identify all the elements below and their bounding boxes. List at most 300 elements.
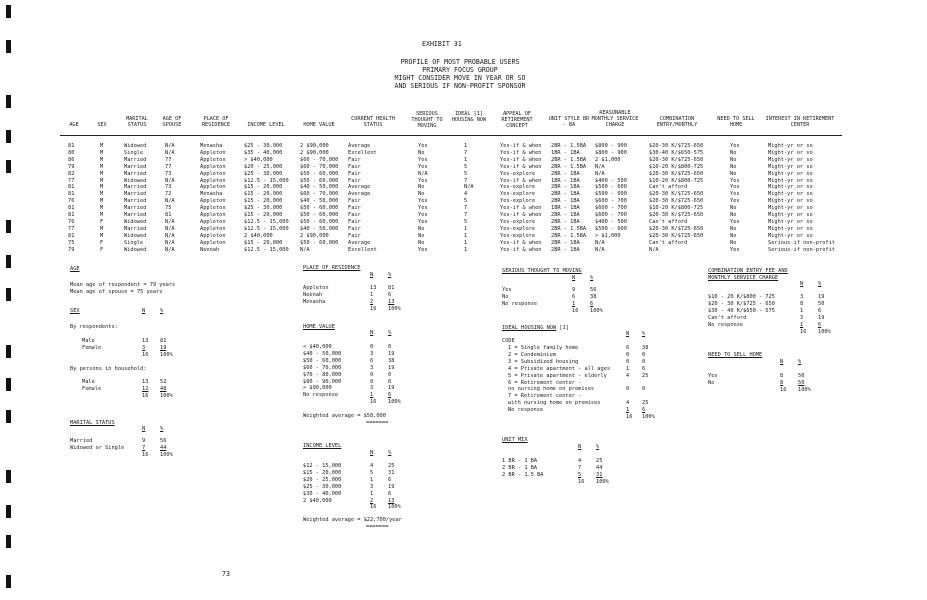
table-cell: Might-yr or so (768, 212, 813, 218)
table-cell: 73 (165, 184, 172, 191)
pct-label: % (596, 444, 600, 450)
n-label: N (578, 444, 582, 450)
table-cell: Widowed (124, 177, 147, 184)
ideal-heading: IDEAL HOUSING NOW (502, 325, 557, 331)
table-cell: 1 (464, 232, 468, 239)
table-cell: $800 - 900 (595, 149, 627, 156)
table-cell: Might-yr or so (768, 218, 813, 225)
table-cell: Yes-explore (500, 191, 536, 198)
table-cell: $15 - 20,000 (244, 212, 283, 218)
table-cell: Yes (730, 246, 740, 253)
table-row (0, 150, 927, 157)
table-cell: Serious-if non-profit (768, 246, 835, 253)
double-rule: ======= (366, 420, 389, 426)
row-percent: 38 (388, 357, 395, 364)
row-count: 3 (370, 483, 374, 490)
row-label: 1 = Single family home (508, 345, 579, 351)
row-percent: 6 (818, 307, 822, 314)
table-cell: Appleton (200, 232, 226, 239)
table-cell: 81 (68, 212, 75, 218)
row-percent: 100% (160, 451, 173, 458)
pct-label: % (818, 281, 822, 287)
table-row (0, 240, 927, 247)
table-cell: No (418, 232, 425, 239)
n-label: N (142, 308, 146, 314)
table-cell: $50 - 60,000 (300, 239, 339, 246)
table-row (0, 178, 927, 185)
combination-heading-2: MONTHLY SERVICE CHARGE (708, 275, 779, 281)
col-header-spouse-age: AGE OF SPOUSE (162, 116, 182, 128)
table-cell: 7 (464, 205, 468, 212)
double-rule: ======= (366, 524, 389, 530)
row-percent: 56 (160, 438, 167, 444)
table-cell: 1BR - 1BA (551, 149, 580, 156)
table-row (0, 226, 927, 233)
table-cell: 2BR - 1BA (551, 184, 580, 191)
table-cell: 2 $40,000 (244, 232, 273, 239)
table-cell: Menasha (200, 143, 223, 149)
row-percent: 19 (818, 314, 825, 321)
row-count: 2 (370, 497, 374, 504)
row-label: Male (82, 379, 95, 385)
row-count: 1 (800, 307, 804, 314)
row-percent: 19 (160, 344, 167, 351)
table-cell: Yes (418, 177, 428, 184)
table-cell: Fair (348, 198, 361, 205)
row-label: Female (82, 344, 102, 351)
table-cell: Yes (418, 198, 428, 205)
row-count: 5 (370, 469, 374, 476)
table-cell: Yes-if & when (500, 246, 542, 253)
table-cell: Fair (348, 225, 361, 232)
row-percent: 52 (160, 379, 167, 385)
table-cell: 1 (464, 246, 468, 253)
row-count: 3 (370, 385, 374, 392)
row-count: 1 (572, 300, 576, 307)
row-label: No (502, 293, 509, 300)
table-cell: Yes-if & when (500, 156, 542, 163)
table-cell: Average (348, 191, 371, 198)
table-cell: Single (124, 239, 144, 246)
binding-mark (6, 130, 11, 143)
n-label: N (370, 450, 374, 456)
table-cell: No (730, 225, 737, 232)
row-label: $30 - 40 K/$650 - 575 (708, 307, 775, 314)
table-cell: M (100, 232, 104, 239)
table-cell: Yes-explore (500, 218, 536, 225)
table-cell: 81 (68, 232, 75, 239)
table-cell: Single (124, 149, 144, 156)
table-cell: N/A (165, 143, 175, 149)
row-label: 2 $40,000 (303, 497, 332, 504)
sell-heading: NEED TO SELL HOME (708, 352, 763, 358)
row-count: 0 (370, 344, 374, 350)
row-count: 4 (578, 458, 582, 464)
row-label: > $90,000 (303, 385, 332, 392)
table-cell: 79 (68, 163, 75, 170)
row-count: 16 (370, 305, 377, 312)
table-row (0, 157, 927, 164)
table-cell: Yes-explore (500, 170, 536, 177)
row-percent: 0 (388, 344, 392, 350)
table-cell: No (730, 205, 737, 212)
n-label: N (142, 426, 146, 432)
row-label: Male (82, 338, 95, 344)
table-cell: 2BR - 1.5BA (551, 225, 587, 232)
row-count: 6 (370, 357, 374, 364)
row-label: 4 = Private apartment - all ages (508, 365, 611, 372)
row-label: $40 - 50,000 (303, 350, 342, 357)
row-percent: 50 (798, 379, 805, 386)
table-cell: $50 - 60,000 (300, 205, 339, 212)
table-cell: No (418, 184, 425, 191)
sex-by-respondents: By respondents: (70, 324, 118, 330)
table-row (0, 219, 927, 226)
row-percent: 81 (160, 338, 167, 344)
row-percent: 6 (388, 291, 392, 298)
table-cell: No (730, 156, 737, 163)
table-cell: Yes (418, 156, 428, 163)
table-cell: Yes (730, 198, 740, 205)
table-cell: Yes-if & when (500, 239, 542, 246)
ideal-heading-note: [1] (559, 325, 569, 331)
col-header-home-value: HOME VALUE (303, 122, 335, 128)
table-cell: 77 (165, 163, 172, 170)
binding-mark (6, 378, 11, 391)
row-label: 5 = Private apartment - elderly (508, 372, 607, 379)
row-label: 1 BR - 1 BA (502, 458, 538, 464)
row-percent: 0 (642, 358, 646, 365)
table-cell: $20-30 K/$725-650 (649, 198, 704, 205)
table-cell: Fair (348, 170, 361, 177)
binding-mark (6, 345, 11, 358)
row-count: 1 (626, 365, 630, 372)
row-label: $20 - 25,000 (303, 476, 342, 483)
table-cell: 4 (464, 191, 468, 198)
exhibit-label: EXHIBIT 31 (422, 40, 462, 48)
row-percent: 100% (388, 305, 401, 312)
table-cell: Serious-if non-profit (768, 239, 835, 246)
table-cell: Widowed (124, 232, 147, 239)
table-cell: $20-30 K/$725-650 (649, 156, 704, 163)
row-count: 6 (626, 345, 630, 351)
table-cell: Appleton (200, 177, 226, 184)
table-cell: N/A (165, 218, 175, 225)
row-count: 1 (800, 321, 804, 328)
row-label: 2 BR - 1.5 BA (502, 471, 544, 478)
table-cell: 1BR - 1BA (551, 177, 580, 184)
code-label: CODE (502, 338, 515, 344)
row-percent: 100% (590, 307, 603, 314)
table-cell: N/A (595, 163, 605, 170)
table-cell: > $40,000 (244, 156, 273, 163)
table-cell: Might-yr or so (768, 149, 813, 156)
table-cell: 82 (68, 170, 75, 177)
table-cell: $30-40 K/$650-575 (649, 149, 704, 156)
row-percent: 6 (642, 407, 646, 414)
row-count: 16 (780, 386, 787, 393)
table-cell: Appleton (200, 163, 226, 170)
row-percent: 6 (818, 321, 822, 328)
table-cell: $20-30 K/$725-650 (649, 212, 704, 218)
table-cell: 2BR - 1.5BA (551, 163, 587, 170)
table-cell: Might-yr or so (768, 191, 813, 198)
table-cell: No (730, 232, 737, 239)
binding-mark (6, 288, 11, 301)
table-cell: 5 (464, 163, 468, 170)
n-label: N (780, 359, 784, 365)
table-cell: N/A (165, 246, 175, 253)
table-cell: Might-yr or so (768, 232, 813, 239)
binding-mark (6, 5, 11, 18)
title-line: PRIMARY FOCUS GROUP (422, 66, 498, 74)
table-cell: Might-yr or so (768, 170, 813, 177)
table-cell: $40 - 50,000 (300, 225, 339, 232)
table-cell: Can't afford (649, 239, 688, 246)
binding-mark (6, 255, 11, 268)
table-cell: Yes (418, 218, 428, 225)
table-cell: Might-yr or so (768, 198, 813, 205)
table-cell: Appleton (200, 170, 226, 177)
table-cell: $800 - 900 (595, 143, 627, 149)
table-cell: $400 - 500 (595, 177, 627, 184)
table-cell: 2BR - 1BA (551, 170, 580, 177)
table-cell: Might-yr or so (768, 225, 813, 232)
row-count: 3 (370, 350, 374, 357)
table-cell: 2BR - 1.5BA (551, 232, 587, 239)
table-cell: No (730, 170, 737, 177)
binding-mark (6, 40, 11, 53)
row-label: No response (508, 407, 544, 414)
table-cell: $15 - 20,000 (244, 191, 283, 198)
table-cell: N/A (165, 232, 175, 239)
table-row (0, 171, 927, 178)
table-cell: No (730, 212, 737, 218)
table-cell: N/A (165, 198, 175, 205)
table-cell: 2BR - 1BA (551, 212, 580, 218)
row-count: 4 (626, 400, 630, 407)
col-header-interest: INTEREST IN RETIREMENT CENTER (765, 116, 835, 128)
table-cell: Fair (348, 218, 361, 225)
row-count: 13 (142, 379, 149, 385)
table-cell: $12.5 - 15,000 (244, 225, 289, 232)
table-cell: 2BR - 1BA (551, 218, 580, 225)
binding-mark (6, 505, 11, 518)
table-cell: Average (348, 239, 371, 246)
col-header-sell-home: NEED TO SELL HOME (717, 116, 755, 128)
table-cell: 2BR - 1BA (551, 246, 580, 253)
row-count: 16 (572, 307, 579, 314)
row-label: Married (70, 438, 93, 444)
table-cell: 2BR - 1BA (551, 198, 580, 205)
table-cell: Fair (348, 212, 361, 218)
table-cell: 81 (68, 143, 75, 149)
col-header-residence: PLACE OF RESIDENCE (201, 116, 231, 128)
row-count: 1 (370, 476, 374, 483)
table-cell: Appleton (200, 156, 226, 163)
row-count: 4 (626, 372, 630, 379)
table-cell: N/A (595, 170, 605, 177)
table-cell: Fair (348, 177, 361, 184)
table-cell: 81 (165, 212, 172, 218)
table-cell: Might-yr or so (768, 205, 813, 212)
table-cell: $20-30 K/$725-650 (649, 170, 704, 177)
row-percent: 6 (590, 300, 594, 307)
table-cell: N/A (165, 149, 175, 156)
table-cell: F (100, 218, 104, 225)
row-count: 3 (370, 364, 374, 371)
row-count: 0 (626, 386, 630, 393)
table-cell: M (100, 212, 104, 218)
table-cell: 2BR - 1.5BA (551, 143, 587, 149)
row-count: 3 (142, 344, 146, 351)
table-cell: 2BR - 1BA (551, 239, 580, 246)
table-cell: 7 (464, 149, 468, 156)
table-cell: Yes-explore (500, 184, 536, 191)
row-percent: 100% (818, 328, 831, 335)
table-cell: Yes (730, 191, 740, 198)
table-cell: Married (124, 191, 147, 198)
table-cell: $50 - 60,000 (300, 177, 339, 184)
table-cell: 2 $1,000 (595, 156, 621, 163)
table-cell: $60 - 70,000 (300, 163, 339, 170)
row-label: Yes (502, 287, 512, 293)
row-percent: 19 (818, 294, 825, 300)
home-value-average: Weighted average = $58,000 (303, 413, 386, 419)
row-label: Female (82, 385, 102, 392)
col-header-monthly-charge: REASONABLE MONTHLY SERVICE CHARGE (591, 110, 639, 128)
table-cell: 5 (464, 198, 468, 205)
n-label: N (572, 275, 576, 281)
table-cell: Yes (418, 163, 428, 170)
table-cell: Excellent (348, 246, 377, 253)
row-percent: 25 (596, 458, 603, 464)
table-cell: 81 (68, 184, 75, 191)
row-percent: 19 (388, 350, 395, 357)
table-cell: Appleton (200, 184, 226, 191)
pct-label: % (642, 331, 646, 337)
table-cell: Married (124, 163, 147, 170)
table-cell: No (730, 149, 737, 156)
row-label: $25 - 30,000 (303, 483, 342, 490)
table-row (0, 212, 927, 219)
row-percent: 100% (596, 478, 609, 485)
table-row (0, 191, 927, 198)
row-percent: 6 (388, 392, 392, 399)
table-cell: M (100, 225, 104, 232)
table-cell: M (100, 177, 104, 184)
table-cell: N/A (165, 225, 175, 232)
row-count: 16 (142, 451, 149, 458)
binding-mark (6, 470, 11, 483)
header-rule (60, 135, 842, 136)
row-count: 0 (370, 378, 374, 385)
row-percent: 0 (642, 351, 646, 358)
table-cell: Married (124, 225, 147, 232)
row-percent: 6 (388, 490, 392, 497)
table-cell: Widowed (124, 246, 147, 253)
table-cell: N/A (649, 246, 659, 253)
row-percent: 44 (160, 444, 167, 451)
row-percent: 25 (642, 372, 649, 379)
row-count: 1 (626, 407, 630, 414)
row-percent: 44 (596, 464, 603, 471)
row-count: 13 (142, 338, 149, 344)
table-cell: 81 (68, 205, 75, 212)
table-cell: Might-yr or so (768, 163, 813, 170)
table-cell: $10-20 K/$800-725 (649, 205, 704, 212)
table-cell: $20-30 K/$725-650 (649, 225, 704, 232)
row-count: 8 (780, 373, 784, 379)
table-cell: M (100, 163, 104, 170)
row-count: 16 (370, 399, 377, 406)
table-cell: 86 (68, 156, 75, 163)
row-label: No (708, 379, 715, 386)
row-count: 8 (780, 379, 784, 386)
row-percent: 31 (596, 471, 603, 478)
row-label: 3 = Subsidized housing (508, 358, 579, 365)
row-label: Can't afford (708, 314, 747, 321)
table-cell: 1 (464, 156, 468, 163)
table-cell: 5 (464, 218, 468, 225)
table-cell: $60 - 70,000 (300, 156, 339, 163)
table-cell: $600 - 700 (595, 205, 627, 212)
row-percent: 100% (160, 351, 173, 358)
pct-label: % (590, 275, 594, 281)
table-cell: N/A (165, 177, 175, 184)
pct-label: % (388, 272, 392, 278)
table-cell: 81 (68, 191, 75, 198)
col-header-unit-style: UNIT STYLE BR - BA (548, 116, 590, 128)
mean-age-respondent: Mean age of respondent = 79 years (70, 282, 176, 288)
title-line: PROFILE OF MOST PROBABLE USERS (400, 58, 520, 66)
col-header-age: AGE (69, 122, 79, 128)
title-line: MIGHT CONSIDER MOVE IN YEAR OR SO (394, 74, 526, 82)
col-header-health: CURRENT HEALTH STATUS (351, 116, 395, 128)
row-percent: 0 (388, 371, 392, 378)
table-cell: 76 (68, 198, 75, 205)
table-cell: N/A (595, 246, 605, 253)
n-label: N (370, 272, 374, 278)
table-row (0, 184, 927, 191)
table-cell: Appleton (200, 149, 226, 156)
row-percent: 100% (642, 414, 655, 420)
row-count: 16 (142, 392, 149, 399)
table-row (0, 247, 927, 254)
table-cell: Can't afford (649, 184, 688, 191)
row-count: 1 (370, 291, 374, 298)
table-cell: $600 - 700 (595, 212, 627, 218)
data-table (0, 143, 927, 255)
row-label: $70 - 80,000 (303, 371, 342, 378)
table-cell: 1 (464, 225, 468, 232)
row-count: 12 (142, 385, 149, 392)
table-cell: Excellent (348, 149, 377, 156)
row-percent: 6 (642, 365, 646, 372)
row-percent: 38 (642, 345, 649, 351)
col-header-marital: MARITAL STATUS (126, 116, 148, 128)
row-count: 5 (578, 471, 582, 478)
row-count: 16 (578, 478, 585, 485)
serious-heading: SERIOUS THOUGHT TO MOVING (502, 268, 582, 274)
row-label: Neenah (303, 291, 323, 298)
table-cell: $400 - 500 (595, 218, 627, 225)
row-label: Menasha (303, 298, 326, 305)
income-average: Weighted average = $22,700/year (303, 517, 402, 523)
row-count: 3 (800, 314, 804, 321)
table-cell: N/A (464, 184, 474, 191)
pct-label: % (160, 308, 164, 314)
